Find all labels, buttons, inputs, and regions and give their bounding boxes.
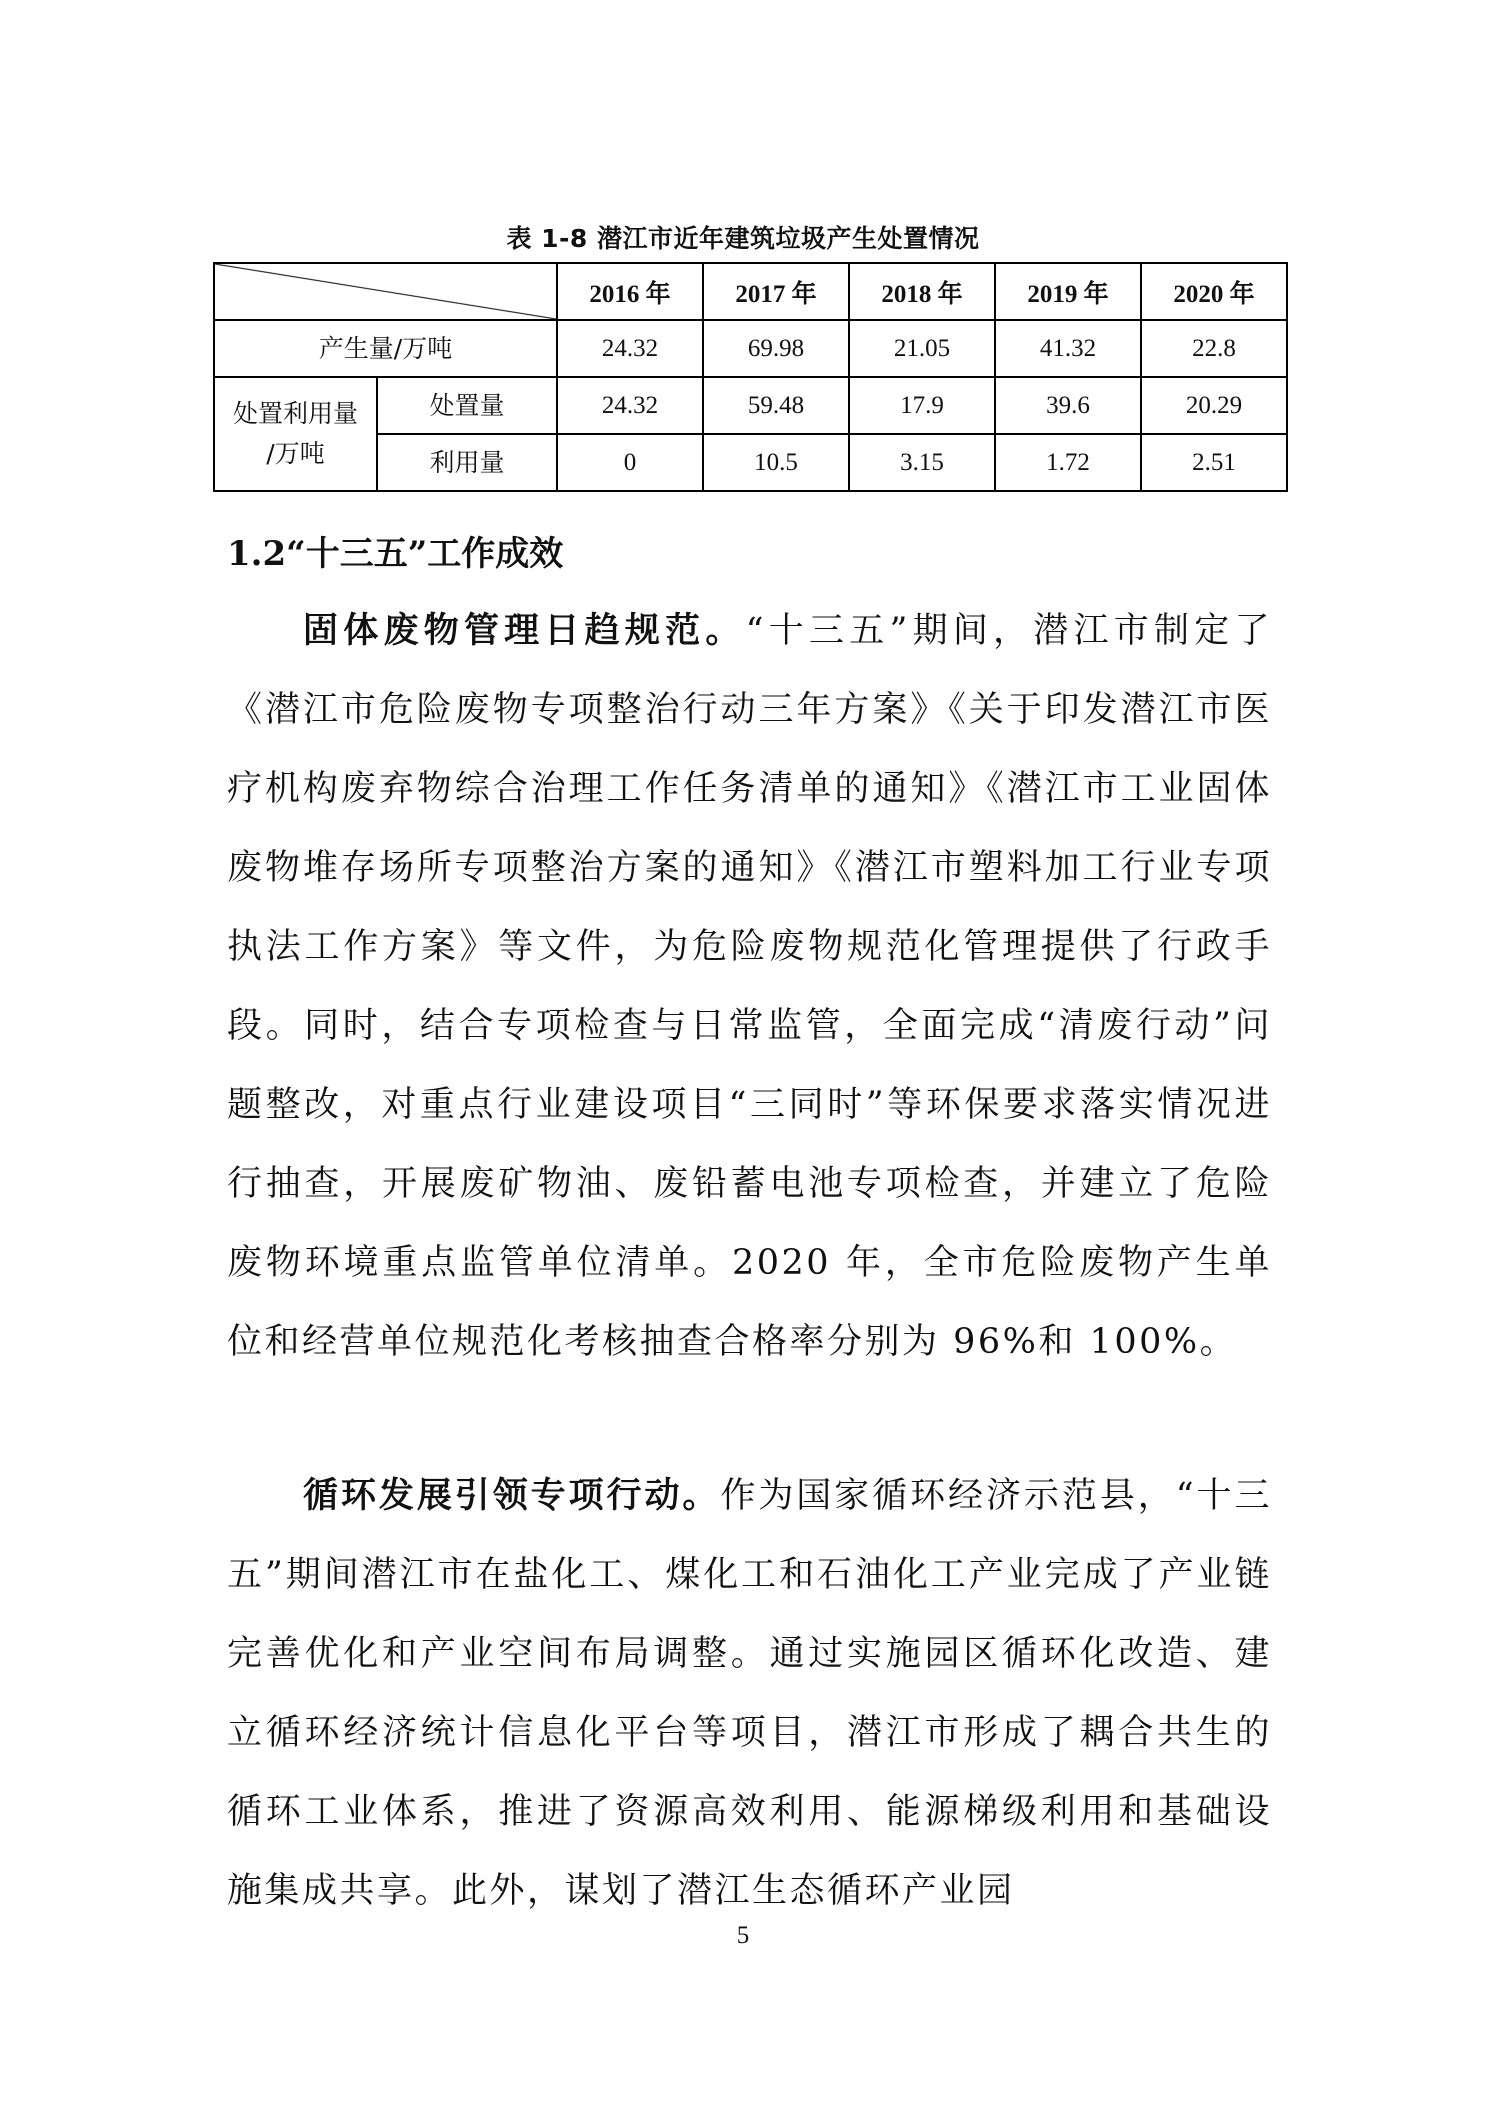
table-cell: 41.32	[995, 320, 1141, 377]
paragraph-lead: 循环发展引领专项行动。	[303, 1475, 721, 1516]
year-header-2017: 2017 年	[703, 263, 849, 320]
table-cell: 21.05	[849, 320, 995, 377]
table-cell: 10.5	[703, 434, 849, 491]
table-cell: 2.51	[1141, 434, 1287, 491]
table-cell: 59.48	[703, 377, 849, 434]
section-heading: 1.2“十三五”工作成效	[227, 534, 564, 574]
row-label-disposal: 处置量	[377, 377, 557, 434]
year-header-2016: 2016 年	[557, 263, 703, 320]
table-cell: 39.6	[995, 377, 1141, 434]
table-row-production	[214, 320, 1287, 377]
paragraph-circular-development	[227, 1456, 1272, 1931]
table-cell: 3.15	[849, 434, 995, 491]
table-cell: 0	[557, 434, 703, 491]
table-caption: 表 1-8 潜江市近年建筑垃圾产生处置情况	[506, 224, 980, 253]
row-label-utilization: 利用量	[377, 434, 557, 491]
table-cell: 20.29	[1141, 377, 1287, 434]
row-label-production: 产生量/万吨	[214, 320, 557, 377]
row-group-label	[214, 377, 377, 491]
table-corner-cell	[214, 263, 557, 320]
table-cell: 1.72	[995, 434, 1141, 491]
table-cell: 22.8	[1141, 320, 1287, 377]
table-row-disposal	[214, 377, 1287, 434]
page-number: 5	[736, 1922, 750, 1949]
table-cell: 69.98	[703, 320, 849, 377]
row-group-label-line1: 处置利用量	[232, 399, 358, 428]
table-cell: 24.32	[557, 320, 703, 377]
year-header-2019: 2019 年	[995, 263, 1141, 320]
paragraph-lead: 固体废物管理日趋规范。	[303, 610, 746, 651]
table-cell: 24.32	[557, 377, 703, 434]
year-header-2020: 2020 年	[1141, 263, 1287, 320]
row-group-label-line2: /万吨	[266, 439, 325, 468]
paragraph-solid-waste	[227, 591, 1272, 1382]
construction-waste-table	[213, 262, 1288, 492]
paragraph-body: “十三五”期间，潜江市制定了《潜江市危险废物专项整治行动三年方案》《关于印发潜江市医疗机构废弃物综合治理工作任务清单的通知》《潜江市工业固体废物堆存场所专项整治方案的通知》《潜江市塑料加工行业专项执法工作方案》等文件，为危险废物规范化管理提供了行政手段。同时，结合专项检查与日常监管，全面完成“清废行动”问题整改，对重点行业建设项目“三同时”等环保要求落实情况进行抽查，开展废矿物油、废铅蓄电池专项检查，并建立了危险废物环境重点监管单位清单。2020 年，全市危险废物产生单位和经营单位规范化考核抽查合格率分别为 96%和 100%。	[227, 611, 1272, 1362]
paragraph-body: 作为国家循环经济示范县，“十三五”期间潜江市在盐化工、煤化工和石油化工产业完成了产业链完善优化和产业空间布局调整。通过实施园区循环化改造、建立循环经济统计信息化平台等项目，潜江市形成了耦合共生的循环工业体系，推进了资源高效利用、能源梯级利用和基础设施集成共享。此外，谋划了潜江生态循环产业园	[227, 1476, 1272, 1911]
year-header-2018: 2018 年	[849, 263, 995, 320]
table-header-row	[214, 263, 1287, 320]
table-cell: 17.9	[849, 377, 995, 434]
